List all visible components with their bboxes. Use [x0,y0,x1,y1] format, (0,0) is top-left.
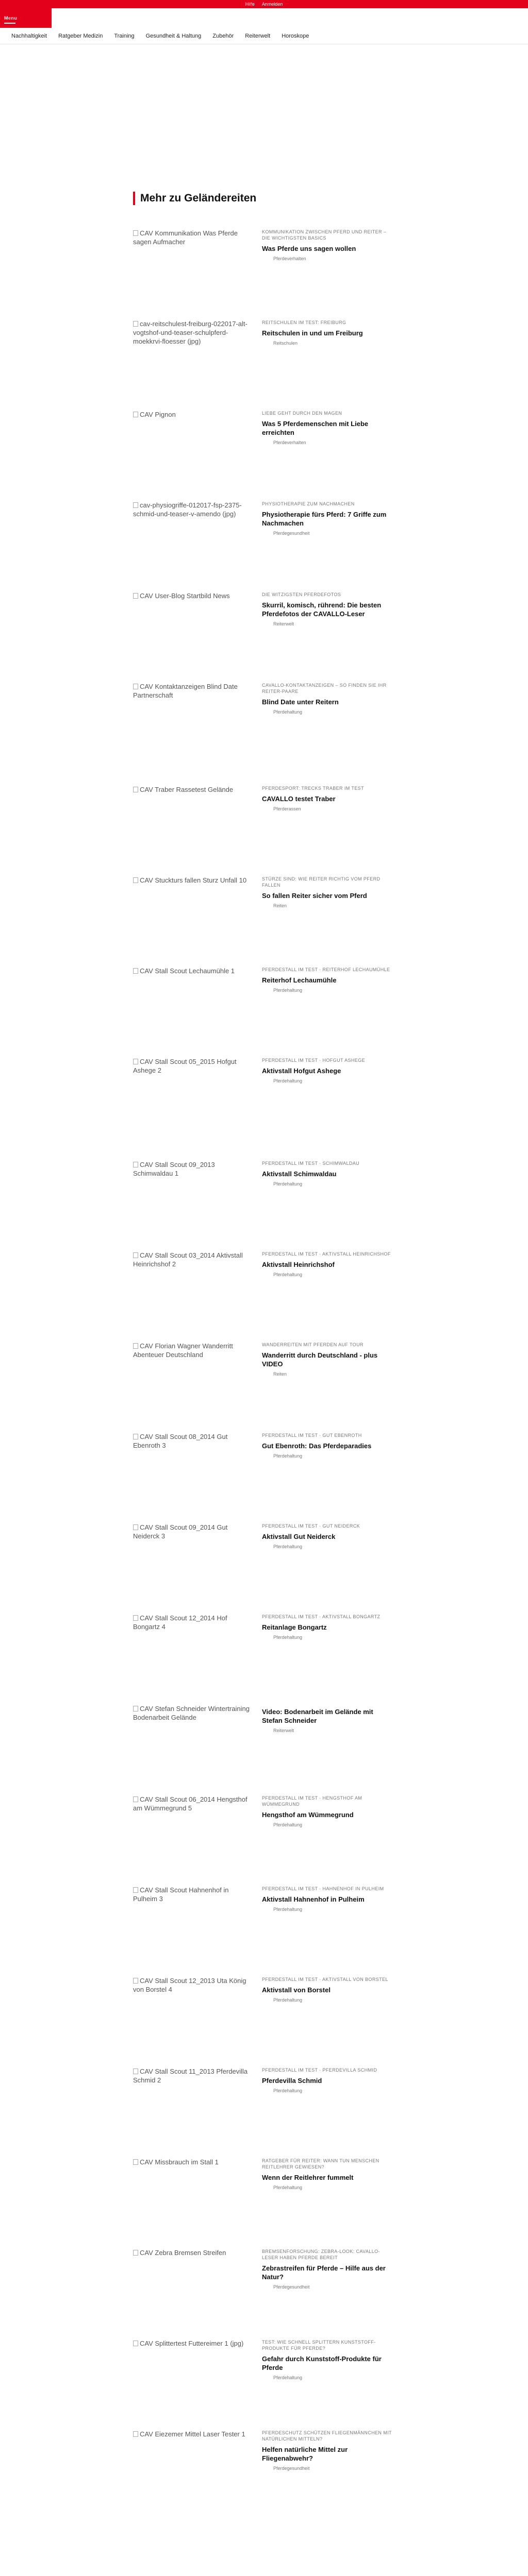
article-list [133,229,395,2520]
article-category[interactable]: Reiterwelt [273,621,294,626]
section-accent-bar [133,192,135,205]
article-item[interactable] [133,501,395,591]
article-title[interactable]: Aktivstall Gut Neiderck [262,1533,336,1540]
article-image[interactable] [133,1523,254,1540]
article-item[interactable] [133,229,395,319]
article-item[interactable] [133,1704,395,1795]
broken-image-icon [133,1343,138,1349]
article-title[interactable]: Blind Date unter Reitern [262,698,339,706]
article-title[interactable]: Reiterhof Lechaumühle [262,976,337,984]
article-item[interactable] [133,1614,395,1704]
article-item[interactable] [133,2339,395,2430]
article-image[interactable] [133,501,254,518]
article-kicker: WANDERREITEN MIT PFERDEN AUF TOUR [262,1342,364,1347]
article-item[interactable] [133,1432,395,1523]
article-text [262,1432,395,1459]
article-title[interactable]: Zebrastreifen für Pferde – Hilfe aus der Natur? [262,2264,386,2281]
article-text [262,1614,395,1640]
article-title[interactable]: Physiotherapie fürs Pferd: 7 Griffe zum Nachmachen [262,511,387,527]
article-category[interactable]: Pferdehaltung [273,1544,303,1549]
article-kicker: CAVALLO-KONTAKTANZEIGEN – SO FINDEN SIE IHR REITER-PAARE [262,683,387,694]
article-image[interactable] [133,1795,254,1812]
article-image[interactable] [133,1886,254,1903]
article-image[interactable] [133,2158,254,2166]
article-image[interactable] [133,1432,254,1450]
article-item[interactable] [133,1795,395,1886]
menu-underline [4,23,15,24]
article-kicker: RATGEBER FÜR REITER: WANN TUN MENSCHEN REITLEHRER GEWIESEN? [262,2158,380,2170]
article-category[interactable]: Pferdehaltung [273,1453,303,1459]
article-kicker: PFERDESTALL IM TEST · HENGSTHOF AM WÜMMEGRUND [262,1795,362,1807]
article-category[interactable]: Pferdehaltung [273,1997,303,2003]
article-category[interactable]: Pferdehaltung [273,2375,303,2380]
section-gap [133,773,395,785]
article-title[interactable]: Was 5 Pferdemenschen mit Liebe erreichten [262,420,369,436]
article-image-alt: CAV Kommunikation Was Pferde sagen Aufmacher [133,229,238,246]
article-category[interactable]: Pferdehaltung [273,1822,303,1827]
article-kicker: DIE WITZIGSTEN PFERDEFOTOS [262,592,341,597]
article-kicker: BREMSENFORSCHUNG: ZEBRA-LOOK: CAVALLO-LESER HABEN PFERDE BEREIT [262,2249,380,2260]
article-kicker: PFERDESTALL IM TEST · AKTIVSTALL VON BORSTEL [262,1977,388,1982]
article-kicker: LIEBE GEHT DURCH DEN MAGEN [262,411,342,416]
article-category[interactable]: Pferdehaltung [273,1078,303,1083]
article-title[interactable]: Wenn der Reitlehrer fummelt [262,2174,354,2181]
article-image[interactable] [133,682,254,700]
nav-item[interactable]: Training [114,32,135,39]
article-image-alt: CAV Eiezemer Mittel Laser Tester 1 [140,2430,245,2438]
article-kicker: PFERDESCHUTZ SCHÜTZEN FLIEGENMÄNNCHEN MIT NATÜRLICHEN MITTELN? [262,2430,392,2442]
broken-image-icon [133,2069,138,2074]
article-kicker: PHYSIOTHERAPIE ZUM NACHMACHEN [262,501,355,506]
article-text [262,229,395,261]
article-kicker: KOMMUNIKATION ZWISCHEN PFERD UND REITER – DIE WICHTIGSTEN BASICS [262,229,387,241]
article-title[interactable]: Aktivstall Schimwaldau [262,1170,337,1178]
article-text [262,410,395,445]
broken-image-icon [133,502,138,508]
article-category[interactable]: Pferdehaltung [273,988,303,993]
article-image-alt: CAV Florian Wagner Wanderritt Abenteuer Deutschland [133,1342,233,1359]
article-kicker: PFERDESTALL IM TEST · AKTIVSTALL HEINRICHSHOF [262,1251,391,1257]
article-text [262,682,395,715]
nav-item[interactable]: Horoskope [282,32,309,39]
broken-image-icon [133,684,138,689]
article-category[interactable]: Pferdehaltung [273,709,303,715]
nav-item[interactable]: Ratgeber Medizin [58,32,103,39]
section-title: Mehr zu Geländereiten [140,192,257,204]
article-title[interactable]: Aktivstall von Borstel [262,1986,331,1994]
broken-image-icon [133,1252,138,1258]
article-kicker: PFERDESTALL IM TEST · PFERDEVILLA SCHMID [262,2067,377,2073]
article-image-alt: CAV Traber Rassetest Gelände [140,786,234,793]
article-text [262,1160,395,1187]
article-image[interactable] [133,1342,254,1359]
article-category[interactable]: Pferdehaltung [273,2088,303,2093]
article-image[interactable] [133,229,254,246]
menu-button[interactable]: Menu [4,15,18,21]
article-image[interactable] [133,1160,254,1178]
article-kicker: PFERDESPORT: TRECKS TRABER IM TEST [262,786,364,791]
broken-image-icon [133,1059,138,1064]
nav-item[interactable]: Nachhaltigkeit [11,32,47,39]
article-image-alt: CAV Splittertest Futtereimer 1 (jpg) [140,2340,244,2347]
article-image-alt: cav-reitschulest-freiburg-022017-alt-vogtshof-und-teaser-schulpferd-moekkrvi-floesser (jpg) [133,320,248,345]
article-image-alt: CAV Kontaktanzeigen Blind Date Partnerschaft [133,683,238,699]
broken-image-icon [133,1887,138,1893]
article-title[interactable]: Aktivstall Hofgut Ashege [262,1067,341,1075]
article-kicker: PFERDESTALL IM TEST · GUT NEIDERCK [262,1523,360,1529]
article-category[interactable]: Pferdehaltung [273,1635,303,1640]
article-image[interactable] [133,1704,254,1722]
article-category[interactable]: Pferdehaltung [273,1272,303,1277]
article-item[interactable] [133,1251,395,1342]
article-text [262,967,395,993]
article-text [262,501,395,536]
article-title[interactable]: So fallen Reiter sicher vom Pferd [262,892,367,900]
article-category[interactable]: Pferdegesundheit [273,2284,310,2290]
article-kicker: PFERDESTALL IM TEST · HOFGUT ASHEGE [262,1058,366,1063]
article-image-alt: CAV Stall Scout 06_2014 Hengsthof am Wümmegrund 5 [133,1795,248,1812]
broken-image-icon [133,230,138,236]
article-item[interactable] [133,410,395,501]
article-text [262,1704,395,1733]
login-link[interactable]: Anmelden [261,2,283,7]
article-image-alt: CAV Stall Scout 08_2014 Gut Ebenroth 3 [133,1433,228,1449]
article-text [262,1523,395,1549]
article-title[interactable]: Gut Ebenroth: Das Pferdeparadies [262,1442,372,1450]
article-image-alt: CAV Stall Scout Lechaumühle 1 [140,967,235,975]
article-image-alt: cav-physiogriffe-012017-fsp-2375-schmid-und-teaser-v-amendo (jpg) [133,501,242,518]
article-kicker: REITSCHULEN IM TEST: FREIBURG [262,320,346,325]
article-image[interactable] [133,410,254,419]
article-category[interactable]: Pferdehaltung [273,1907,303,1912]
article-item[interactable] [133,1342,395,1432]
broken-image-icon [133,1706,138,1711]
broken-image-icon [133,1978,138,1984]
article-text [262,2067,395,2093]
article-item[interactable] [133,2158,395,2248]
article-image-alt: CAV Stall Scout 09_2013 Schimwaldau 1 [133,1161,215,1177]
article-kicker: STÜRZE SIND: WIE REITER RICHTIG VOM PFERD FALLEN [262,876,381,888]
article-image-alt: CAV Stall Scout 03_2014 Aktivstall Heinrichshof 2 [133,1251,243,1268]
article-image[interactable] [133,785,254,794]
article-category[interactable]: Reitschulen [273,341,298,346]
article-image-alt: CAV Zebra Bremsen Streifen [140,2249,226,2257]
article-image[interactable] [133,876,254,885]
broken-image-icon [133,2431,138,2437]
article-title[interactable]: Was Pferde uns sagen wollen [262,245,356,252]
article-text [262,591,395,626]
article-category[interactable]: Pferdehaltung [273,2185,303,2190]
article-image-alt: CAV Stall Scout 09_2014 Gut Neiderck 3 [133,1523,228,1540]
article-title[interactable]: Pferdevilla Schmid [262,2077,322,2084]
article-text [262,1251,395,1277]
article-image[interactable] [133,2067,254,2084]
article-kicker: PFERDESTALL IM TEST · SCHIMWALDAU [262,1161,360,1166]
article-image-alt: CAV User-Blog Startbild News [140,592,230,600]
article-category[interactable]: Pferdegesundheit [273,531,310,536]
article-image[interactable] [133,1251,254,1268]
article-text [262,2158,395,2190]
article-image[interactable] [133,319,254,346]
broken-image-icon [133,1162,138,1167]
article-text [262,876,395,908]
article-item[interactable] [133,2067,395,2158]
article-kicker: TEST: WIE SCHNELL SPLITTERN KUNSTSTOFF-PRODUKTE FÜR PFERDE? [262,2340,376,2351]
article-item[interactable] [133,2430,395,2520]
nav-item[interactable]: Reiterwelt [245,32,271,39]
article-image[interactable] [133,591,254,600]
article-image-alt: CAV Stall Scout 12_2014 Hof Bongartz 4 [133,1614,227,1631]
article-image[interactable] [133,967,254,975]
article-item[interactable] [133,591,395,682]
broken-image-icon [133,1797,138,1802]
help-link[interactable]: Hilfe [245,2,255,7]
article-item[interactable] [133,1523,395,1614]
article-category[interactable]: Reiten [273,1371,287,1377]
broken-image-icon [133,2159,138,2165]
article-image-alt: CAV Missbrauch im Stall 1 [140,2158,219,2166]
article-text [262,2430,395,2471]
article-item[interactable] [133,319,395,410]
broken-image-icon [133,321,138,327]
broken-image-icon [133,1615,138,1621]
article-image[interactable] [133,1614,254,1631]
article-title[interactable]: Reitanlage Bongartz [262,1623,327,1631]
article-text [262,2248,395,2290]
broken-image-icon [133,1524,138,1530]
article-category[interactable]: Reiterwelt [273,1728,294,1733]
article-category[interactable]: Pferderassen [273,806,301,811]
broken-image-icon [133,787,138,792]
broken-image-icon [133,968,138,974]
article-text [262,319,395,346]
article-image-alt: CAV Stall Scout Hahnenhof in Pulheim 3 [133,1886,229,1903]
article-text [262,1976,395,2003]
article-text [262,1057,395,1083]
article-title[interactable]: Wanderritt durch Deutschland - plus VIDEO [262,1351,378,1368]
broken-image-icon [133,2250,138,2256]
article-kicker: PFERDESTALL IM TEST · HAHNENHOF IN PULHEIM [262,1886,384,1891]
article-category[interactable]: Pferdegesundheit [273,2466,310,2471]
broken-image-icon [133,412,138,417]
article-title[interactable]: Gefahr durch Kunststoff-Produkte für Pferde [262,2355,382,2371]
article-category[interactable]: Pferdeverhalten [273,256,306,261]
article-image-alt: CAV Pignon [140,411,176,418]
article-item[interactable] [133,1160,395,1251]
article-title[interactable]: CAVALLO testet Traber [262,795,336,803]
broken-image-icon [133,593,138,599]
brand-bar [0,8,528,28]
nav-item[interactable]: Zubehör [212,32,234,39]
article-text [262,1886,395,1912]
article-image[interactable] [133,2430,254,2438]
article-image[interactable] [133,1976,254,1994]
broken-image-icon [133,877,138,883]
article-title[interactable]: Aktivstall Hahnenhof in Pulheim [262,1895,365,1903]
article-title[interactable]: Skurril, komisch, rührend: Die besten Pferdefotos der CAVALLO-Leser [262,601,382,618]
article-image[interactable] [133,2339,254,2348]
article-category[interactable]: Pferdehaltung [273,1181,303,1187]
article-item[interactable] [133,2248,395,2339]
article-image[interactable] [133,2248,254,2257]
article-kicker: PFERDESTALL IM TEST · AKTIVSTALL BONGARTZ [262,1614,381,1619]
article-category[interactable]: Reiten [273,903,287,908]
article-title[interactable]: Helfen natürliche Mittel zur Fliegenabwehr? [262,2446,348,2462]
nav-item[interactable]: Gesundheit & Haltung [145,32,202,39]
article-image-alt: CAV Stefan Schneider Wintertraining Bodenarbeit Gelände [133,1705,250,1721]
broken-image-icon [133,1434,138,1439]
article-text [262,1795,395,1827]
article-text [262,1342,395,1377]
top-utility-bar [0,0,528,8]
article-image[interactable] [133,1057,254,1075]
article-text [262,785,395,811]
article-image-alt: CAV Stall Scout 05_2015 Hofgut Ashege 2 [133,1058,237,1074]
article-title[interactable]: Reitschulen in und um Freiburg [262,329,363,337]
article-category[interactable]: Pferdeverhalten [273,440,306,445]
article-kicker: PFERDESTALL IM TEST · GUT EBENROTH [262,1433,362,1438]
article-title[interactable]: Aktivstall Heinrichshof [262,1261,335,1268]
section-gap [133,1148,395,1160]
article-item[interactable] [133,967,395,1057]
article-item[interactable] [133,876,395,967]
article-image-alt: CAV Stall Scout 11_2013 Pferdevilla Schmid 2 [133,2067,248,2084]
article-item[interactable] [133,785,395,876]
article-item[interactable] [133,1886,395,1976]
article-title[interactable]: Video: Bodenarbeit im Gelände mit Stefan Schneider [262,1708,373,1724]
broken-image-icon [133,2341,138,2346]
article-text [262,2339,395,2380]
article-kicker: PFERDESTALL IM TEST · REITERHOF LECHAUMÜHLE [262,967,390,972]
section-header [133,192,395,205]
article-title[interactable]: Hengsthof am Wümmegrund [262,1811,354,1819]
article-image-alt: CAV Stall Scout 12_2013 Uta König von Borstel 4 [133,1977,246,1993]
article-image-alt: CAV Stuckturs fallen Sturz Unfall 10 [140,876,247,884]
article-item[interactable] [133,682,395,773]
article-item[interactable] [133,1057,395,1148]
main-nav [0,28,528,44]
article-item[interactable] [133,1976,395,2067]
